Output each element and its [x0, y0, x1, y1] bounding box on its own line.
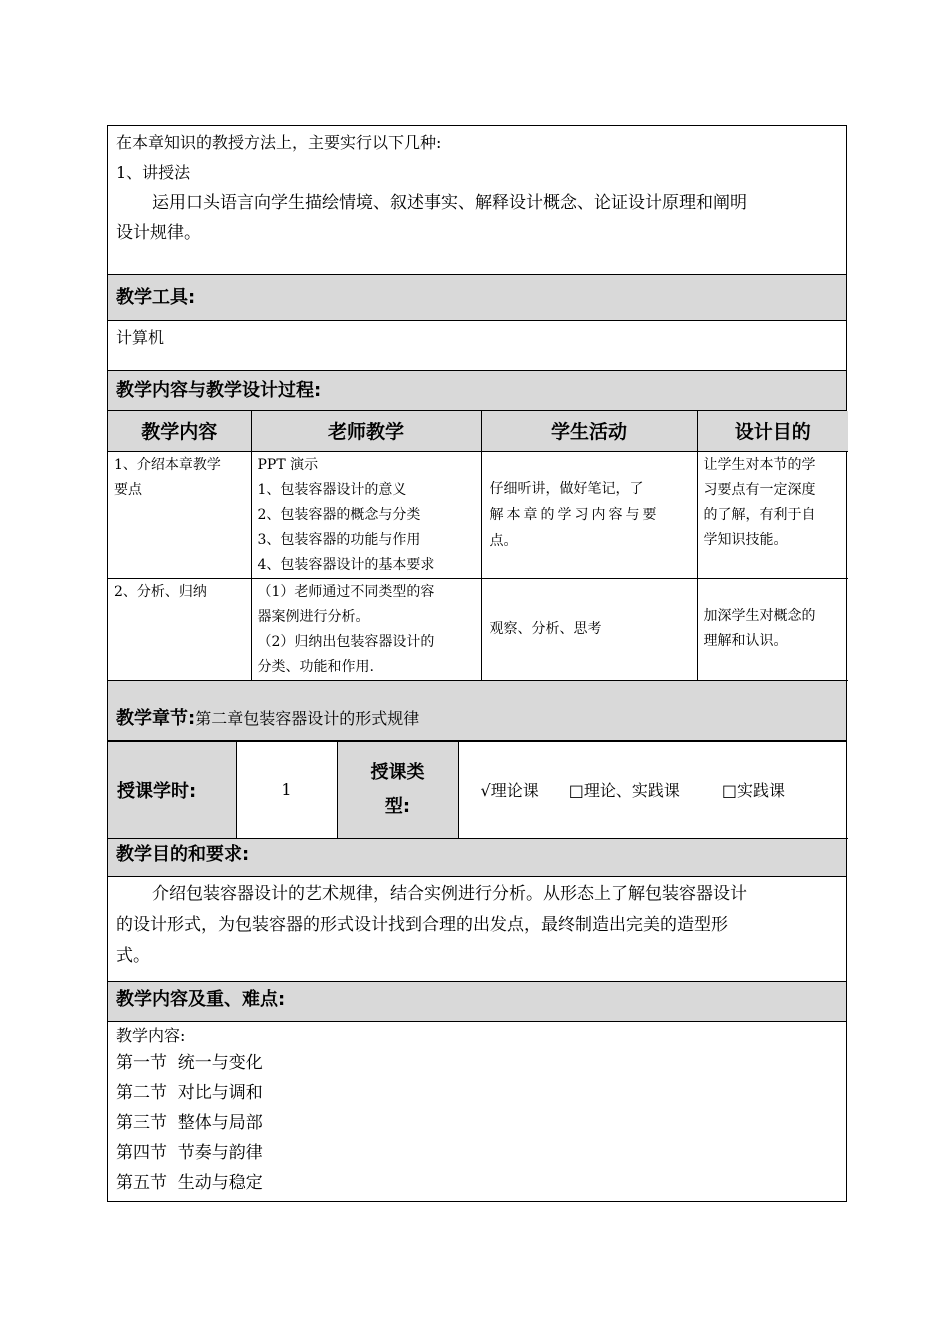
type-label-a: 授课类	[370, 761, 425, 783]
method-item-1-desc: 运用口头语言向学生描绘情境、叙述事实、解释设计概念、论证设计原理和阐明	[152, 193, 747, 213]
table-row	[108, 578, 848, 680]
tools-value-row	[107, 321, 847, 371]
goals-line-2: 的设计形式，为包装容器的形式设计找到合理的出发点，最终制造出完美的造型形	[116, 914, 728, 935]
method-block	[107, 125, 847, 275]
tools-heading: 教学工具:	[116, 287, 196, 308]
row1-purpose: 让学生对本节的学 习要点有一定深度 的了解，有利于自 学知识技能。	[697, 451, 848, 578]
tools-heading-row	[107, 275, 847, 321]
option-practice[interactable]: □实践课	[721, 781, 785, 800]
col-header-content: 教学内容	[108, 411, 251, 451]
hours-table	[108, 742, 848, 839]
hours-row	[107, 741, 847, 839]
row1-content: 1、介绍本章教学 要点	[108, 451, 251, 578]
type-label-cell	[337, 742, 458, 839]
goals-heading-row	[107, 839, 847, 877]
tools-value: 计算机	[116, 328, 165, 347]
row1-teacher: PPT 演示 1、包装容器设计的意义 2、包装容器的概念与分类 3、包装容器的功能与作用 4、包装容器设计的基本要求	[251, 451, 481, 578]
type-options-cell	[458, 742, 848, 839]
table-row	[108, 451, 848, 578]
process-table-header	[108, 411, 848, 451]
keypoints-heading-row	[107, 982, 847, 1022]
row2-teacher: （1）老师通过不同类型的容 器案例进行分析。 （2）归纳出包装容器设计的 分类、功能和作用.	[251, 578, 481, 680]
row2-student: 观察、分析、思考	[481, 578, 697, 680]
goals-heading: 教学目的和要求:	[116, 843, 250, 865]
method-intro: 在本章知识的教授方法上，主要实行以下几种:	[116, 133, 442, 152]
keypoints-heading: 教学内容及重、难点:	[116, 988, 286, 1010]
chapter-value: 第二章包装容器设计的形式规律	[195, 708, 420, 728]
process-table	[108, 411, 848, 681]
row1-student: 仔细听讲，做好笔记，了 解本章的学习内容与要 点。	[481, 451, 697, 578]
option-theory-practice[interactable]: □理论、实践课	[568, 781, 680, 800]
hours-value-cell	[236, 742, 337, 839]
option-theory[interactable]: √理论课	[480, 781, 539, 800]
col-header-purpose: 设计目的	[697, 411, 848, 451]
chapter-label: 教学章节:	[116, 707, 196, 729]
list-item: 第一节 统一与变化	[116, 1052, 263, 1073]
method-item-1-desc-end: 设计规律。	[116, 223, 201, 243]
goals-line-1: 介绍包装容器设计的艺术规律，结合实例进行分析。从形态上了解包装容器设计	[152, 883, 747, 904]
method-item-1: 1、讲授法	[116, 163, 191, 182]
keypoints-body	[107, 1022, 847, 1202]
col-header-teacher: 老师教学	[251, 411, 481, 451]
goals-body	[107, 877, 847, 982]
chapter-row	[107, 681, 847, 741]
process-heading: 教学内容与教学设计过程:	[116, 380, 322, 401]
keypoints-intro: 教学内容:	[116, 1025, 186, 1045]
list-item: 第二节 对比与调和	[116, 1082, 263, 1103]
row2-content: 2、分析、归纳	[108, 578, 251, 680]
list-item: 第四节 节奏与韵律	[116, 1142, 263, 1163]
list-item: 第三节 整体与局部	[116, 1112, 263, 1133]
type-label-b: 型:	[384, 795, 411, 817]
hours-label: 授课学时:	[117, 780, 197, 802]
list-item: 第五节 生动与稳定	[116, 1172, 263, 1193]
col-header-student: 学生活动	[481, 411, 697, 451]
lesson-plan-sheet	[107, 125, 847, 1202]
row2-purpose: 加深学生对概念的 理解和认识。	[697, 578, 848, 680]
process-heading-row	[107, 371, 847, 411]
goals-line-3: 式。	[116, 945, 150, 966]
hours-label-cell	[108, 742, 236, 839]
process-table-wrap	[107, 411, 847, 681]
hours-value: 1	[281, 780, 292, 799]
